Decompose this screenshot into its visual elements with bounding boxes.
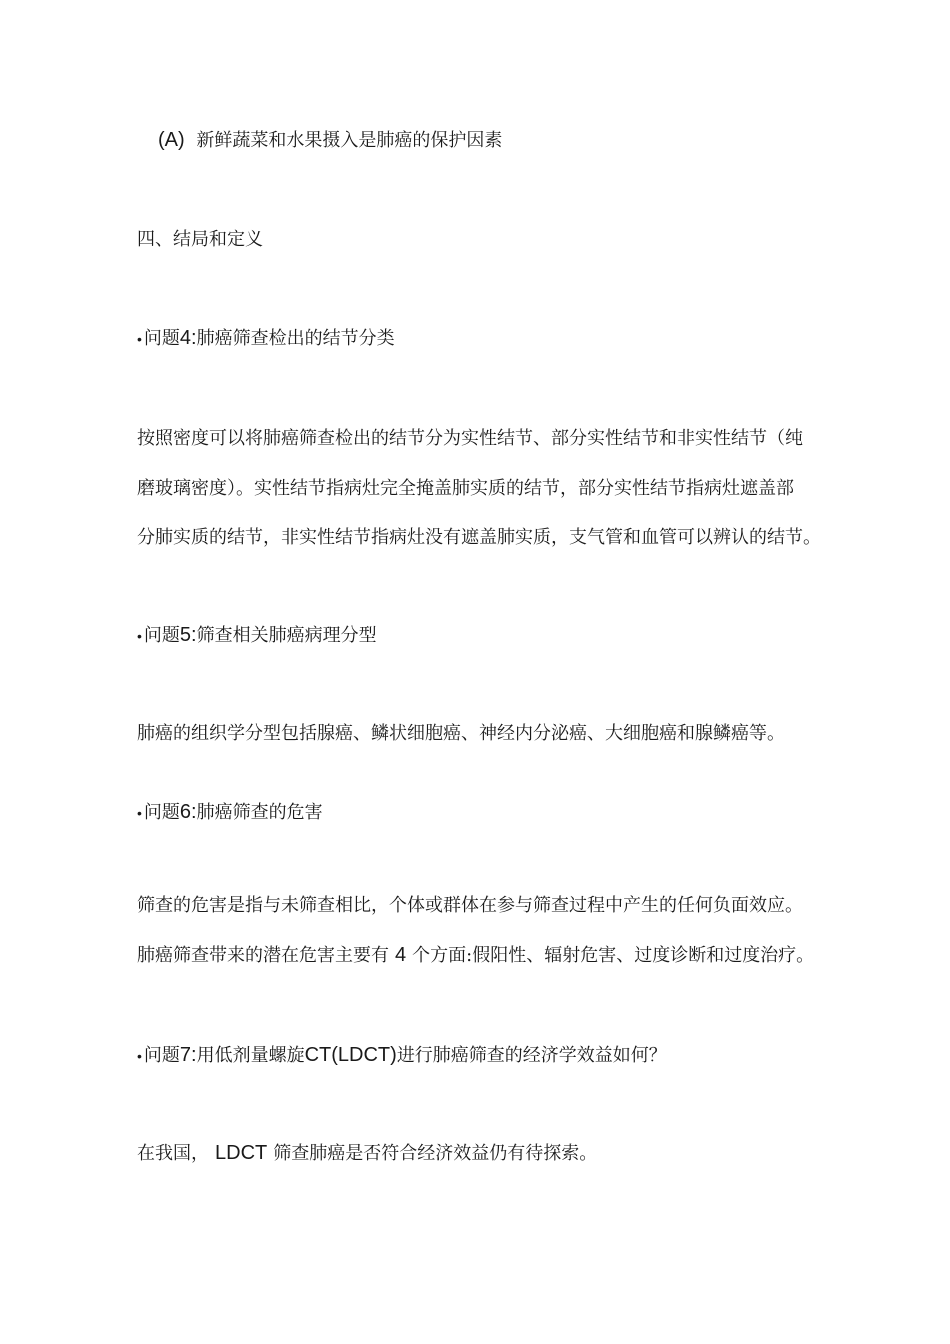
option-a-label: (A) bbox=[158, 129, 185, 151]
answer-7-ldct: LDCT bbox=[215, 1142, 268, 1164]
answer-4-line-1: 按照密度可以将肺癌筛查检出的结节分为实性结节、部分实性结节和非实性结节（纯 bbox=[137, 428, 803, 449]
question-title: 筛查相关肺癌病理分型 bbox=[196, 625, 377, 646]
question-colon: : bbox=[191, 327, 197, 349]
section-heading: 四、结局和定义 bbox=[137, 229, 263, 250]
answer-6-line-2-pre: 肺癌筛查带来的潜在危害主要有 bbox=[137, 945, 389, 966]
question-prefix: 问题 bbox=[143, 1045, 180, 1066]
question-title-post: 进行肺癌筛查的经济学效益如何？ bbox=[396, 1045, 667, 1066]
question-prefix: 问题 bbox=[143, 625, 180, 646]
question-prefix: 问题 bbox=[143, 328, 180, 349]
answer-7-pre: 在我国， bbox=[137, 1143, 209, 1164]
answer-7 bbox=[137, 1141, 597, 1166]
answer-6-line-2-post: 个方面:假阳性、辐射危害、过度诊断和过度治疗。 bbox=[412, 945, 815, 966]
question-prefix: 问题 bbox=[143, 802, 180, 823]
question-6-heading bbox=[137, 800, 323, 825]
question-4-heading bbox=[137, 326, 395, 351]
answer-4-line-2: 磨玻璃密度）。实性结节指病灶完全掩盖肺实质的结节，部分实性结节指病灶遮盖部 bbox=[137, 478, 794, 499]
answer-6-line-1: 筛查的危害是指与未筛查相比，个体或群体在参与筛查过程中产生的任何负面效应。 bbox=[137, 895, 803, 916]
question-title: 肺癌筛查的危害 bbox=[196, 802, 323, 823]
bullet: • bbox=[137, 628, 142, 644]
answer-6-count: 4 bbox=[395, 944, 407, 966]
question-number: 5 bbox=[179, 624, 192, 646]
bullet: • bbox=[137, 331, 142, 347]
question-number: 7 bbox=[179, 1044, 192, 1066]
answer-7-post: 筛查肺癌是否符合经济效益仍有待探索。 bbox=[273, 1143, 598, 1164]
question-colon: : bbox=[191, 624, 197, 646]
question-number: 6 bbox=[179, 801, 192, 823]
question-5-heading bbox=[137, 623, 377, 648]
bullet: • bbox=[137, 805, 142, 821]
answer-5: 肺癌的组织学分型包括腺癌、鳞状细胞癌、神经内分泌癌、大细胞癌和腺鳞癌等。 bbox=[137, 723, 785, 744]
question-title-pre: 用低剂量螺旋 bbox=[196, 1045, 305, 1066]
question-colon: : bbox=[191, 1044, 197, 1066]
question-number: 4 bbox=[179, 327, 192, 349]
answer-4-line-3: 分肺实质的结节，非实性结节指病灶没有遮盖肺实质，支气管和血管可以辨认的结节。 bbox=[137, 527, 821, 548]
bullet: • bbox=[137, 1048, 142, 1064]
option-a-text: 新鲜蔬菜和水果摄入是肺癌的保护因素 bbox=[196, 130, 503, 151]
answer-6-line-2 bbox=[137, 943, 814, 968]
question-title: 肺癌筛查检出的结节分类 bbox=[196, 328, 395, 349]
question-title-latin: CT(LDCT) bbox=[304, 1044, 397, 1066]
option-a bbox=[158, 128, 502, 153]
question-colon: : bbox=[191, 801, 197, 823]
question-7-heading bbox=[137, 1043, 667, 1068]
